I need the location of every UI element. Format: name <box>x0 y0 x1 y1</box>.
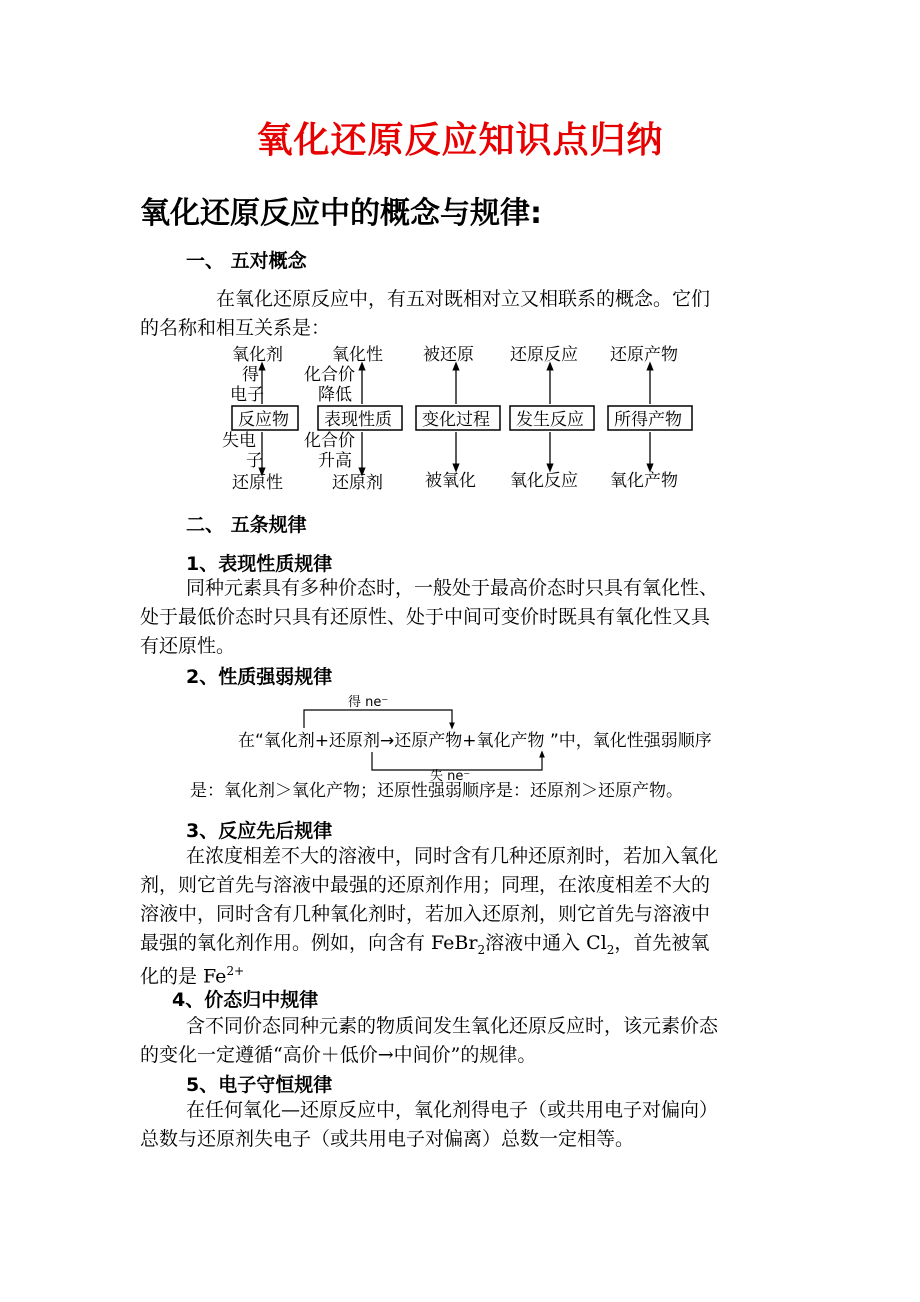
valence-down-2: 降低 <box>318 385 352 405</box>
rule5-title: 5、电子守恒规律 <box>186 1074 333 1096</box>
gain-electron-1: 得 <box>242 365 259 385</box>
rule3-line5-sup: 2+ <box>226 964 245 978</box>
gain-electron-2: 电子 <box>230 385 264 405</box>
rule5-line1: 在任何氧化—还原反应中，氧化剂得电子（或共用电子对偏向） <box>186 1099 719 1121</box>
bottom-label-5: 氧化产物 <box>610 471 678 491</box>
valence-up-2: 升高 <box>318 451 352 471</box>
rule2-equation: 在“氧化剂+还原剂→还原产物+氧化产物 ”中，氧化性强弱顺序 <box>238 731 712 751</box>
top-label-2: 氧化性 <box>332 345 383 365</box>
rule3-line5-pre: 化的是 Fe <box>140 965 227 988</box>
bottom-label-1: 还原性 <box>232 473 283 493</box>
rule1-line2: 处于最低价态时只具有还原性、处于中间可变价时既具有氧化性又具 <box>140 606 711 628</box>
valence-down-1: 化合价 <box>304 365 355 385</box>
rule3-line4-pre: 最强的氧化剂作用。例如，向含有 FeBr <box>140 932 478 954</box>
rule2-title: 2、性质强弱规律 <box>186 666 333 688</box>
box-2: 表现性质 <box>324 410 392 430</box>
rule1-line3: 有还原性。 <box>140 635 236 657</box>
top-label-5: 还原产物 <box>610 345 678 365</box>
part1-intro-line2: 的名称和相互关系是： <box>140 317 331 339</box>
top-label-1: 氧化剂 <box>232 345 283 365</box>
rule4-line1: 含不同价态同种元素的物质间发生氧化还原反应时，该元素价态 <box>186 1015 719 1037</box>
part1-intro-line1: 在氧化还原反应中，有五对既相对立又相联系的概念。它们 <box>216 288 711 310</box>
bottom-label-3: 被氧化 <box>425 471 476 491</box>
box-1: 反应物 <box>238 410 289 430</box>
lose-electron-2: 子 <box>246 451 263 471</box>
rule4-title: 4、价态归中规律 <box>172 989 319 1011</box>
rule4-line2: 的变化一定遵循“高价＋低价→中间价”的规律。 <box>140 1044 537 1066</box>
bottom-label-4: 氧化反应 <box>510 471 578 491</box>
valence-up-1: 化合价 <box>304 431 355 451</box>
box-3: 变化过程 <box>422 410 490 430</box>
bottom-label-2: 还原剂 <box>332 473 383 493</box>
rule1-title: 1、表现性质规律 <box>186 553 333 575</box>
lose-electron-1: 失电 <box>222 431 256 451</box>
top-label-3: 被还原 <box>423 345 474 365</box>
section-title: 氧化还原反应中的概念与规律: <box>140 196 542 231</box>
rule3-line1: 在浓度相差不大的溶液中，同时含有几种还原剂时，若加入氧化 <box>186 845 719 867</box>
rule3-line4-post: ，首先被氧 <box>614 932 710 954</box>
rule3-line4-sub2: 2 <box>606 942 615 957</box>
gain-ne-label: 得 ne⁻ <box>348 695 389 710</box>
page-title: 氧化还原反应知识点归纳 <box>256 120 664 161</box>
box-4: 发生反应 <box>516 410 584 430</box>
part2-heading: 二、 五条规律 <box>186 514 307 536</box>
top-label-4: 还原反应 <box>510 345 578 365</box>
rule5-line2: 总数与还原剂失电子（或共用电子对偏离）总数一定相等。 <box>140 1128 635 1150</box>
rule2-conclusion: 是：氧化剂＞氧化产物；还原性强弱顺序是：还原剂＞还原产物。 <box>190 781 683 801</box>
lose-ne-label: 失 ne⁻ <box>430 769 471 784</box>
rule3-title: 3、反应先后规律 <box>186 820 333 842</box>
rule3-line2: 剂，则它首先与溶液中最强的还原剂作用；同理，在浓度相差不大的 <box>140 874 711 896</box>
concept-diagram <box>220 340 700 500</box>
rule3-line4-sub1: 2 <box>477 942 486 957</box>
rule3-line3: 溶液中，同时含有几种氧化剂时，若加入还原剂，则它首先与溶液中 <box>140 903 711 925</box>
rule1-line1: 同种元素具有多种价态时，一般处于最高价态时只具有氧化性、 <box>186 577 719 599</box>
rule3-line4-mid: 溶液中通入 Cl <box>485 932 607 954</box>
part1-heading: 一、 五对概念 <box>186 250 307 272</box>
box-5: 所得产物 <box>614 410 682 430</box>
